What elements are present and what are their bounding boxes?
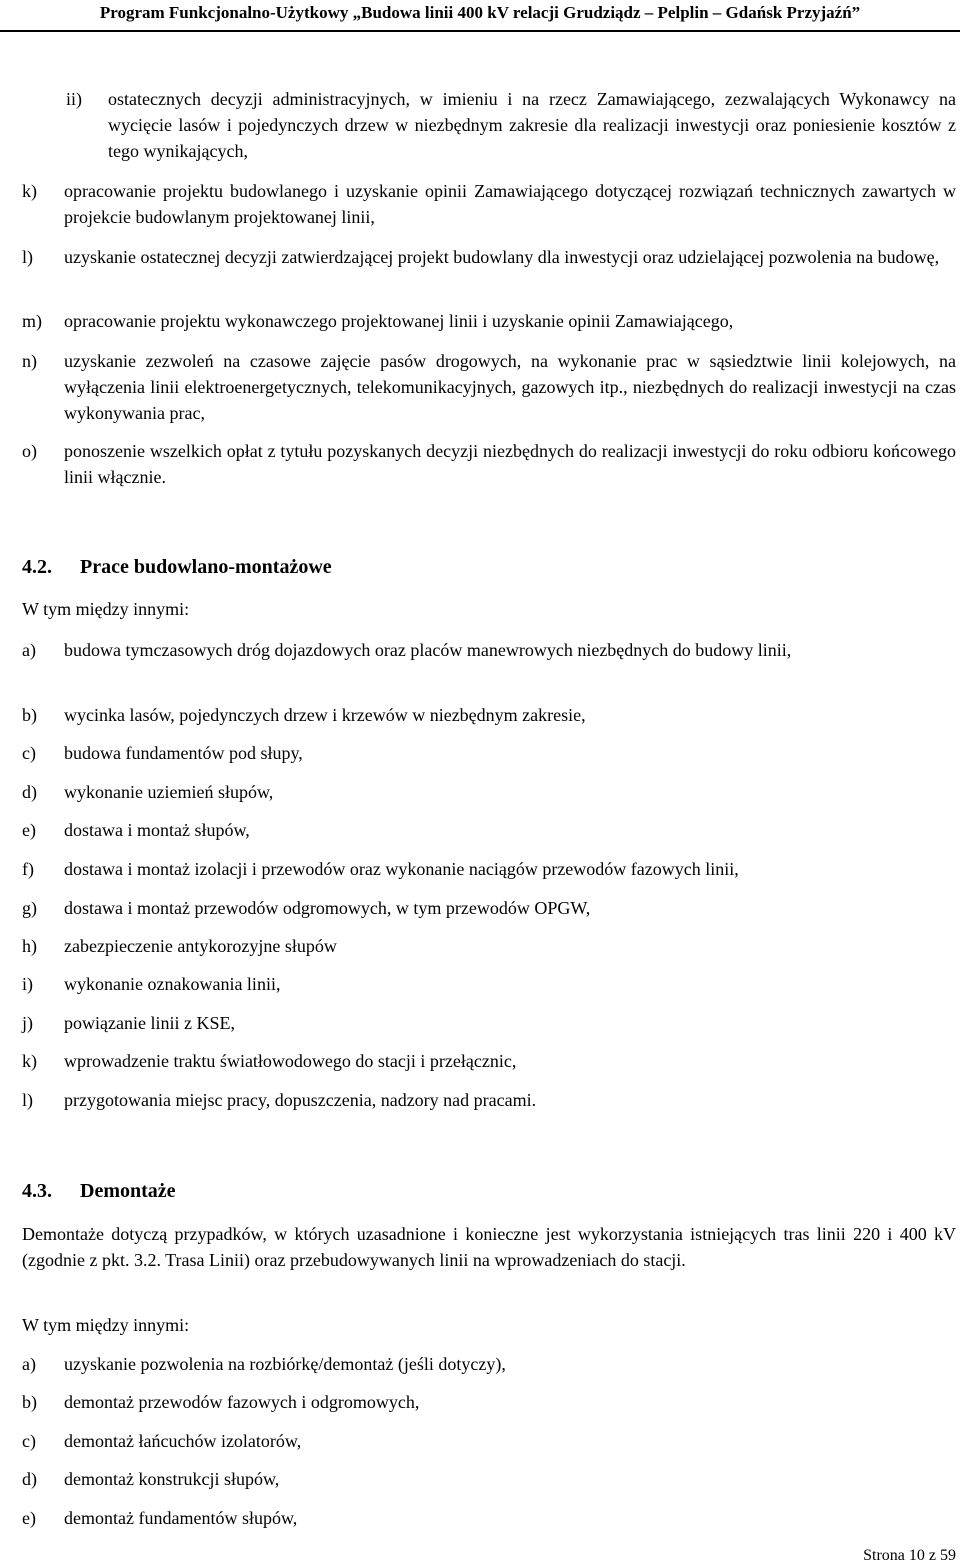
subitem-text: ostatecznych decyzji administracyjnych, w imieniu i na rzecz Zamawiającego, zezwalających Wykonawcy na wycięcie lasów i pojedynczych drzew w niezbędnym zakresie dla realizacji inwestycji oraz poniesienie kosztów z tego wynikających,	[108, 89, 956, 161]
list-item-a	[22, 637, 956, 663]
item-text: dostawa i montaż przewodów odgromowych, w tym przewodów OPGW,	[64, 898, 591, 918]
list-item-l2	[22, 1087, 956, 1113]
item-text: uzyskanie zezwoleń na czasowe zajęcie pasów drogowych, na wykonanie prac w sąsiedztwie linii kolejowych, na wyłączenia linii elektroenergetycznych, telekomunikacyjnych, gazowych itp., niezbędnych do realizacji inwestycji na czas wykonywania prac,	[64, 351, 956, 423]
item-label: d)	[22, 782, 37, 802]
list-item-l	[22, 244, 956, 270]
page-number: Strona 10 z 59	[863, 1547, 956, 1564]
item-label: m)	[22, 311, 42, 331]
list-item-b	[22, 702, 956, 728]
section-title: Demontaże	[80, 1180, 176, 1202]
section-number: 4.2.	[22, 556, 52, 578]
item-label: l)	[22, 1090, 33, 1110]
item-label: a)	[22, 640, 36, 660]
list-item-d	[22, 1466, 956, 1492]
item-label: f)	[22, 859, 34, 879]
item-label: g)	[22, 898, 37, 918]
item-text: demontaż przewodów fazowych i odgromowych,	[64, 1392, 420, 1412]
item-label: b)	[22, 1392, 37, 1412]
subitem-ii	[22, 86, 956, 164]
item-label: c)	[22, 743, 36, 763]
item-label: b)	[22, 705, 37, 725]
list-item-e	[22, 817, 956, 843]
item-label: l)	[22, 247, 33, 267]
item-label: i)	[22, 974, 33, 994]
list-item-b	[22, 1389, 956, 1415]
item-text: opracowanie projektu budowlanego i uzyskanie opinii Zamawiającego dotyczącej rozwiązań technicznych zawartych w projekcie budowlanym projektowanej linii,	[64, 181, 956, 227]
item-text: demontaż łańcuchów izolatorów,	[64, 1431, 302, 1451]
item-text: powiązanie linii z KSE,	[64, 1013, 235, 1033]
section-number: 4.3.	[22, 1180, 52, 1202]
list-item-c	[22, 1428, 956, 1454]
item-text: demontaż fundamentów słupów,	[64, 1508, 298, 1528]
list-item-c	[22, 740, 956, 766]
item-text: uzyskanie pozwolenia na rozbiórkę/demontaż (jeśli dotyczy),	[64, 1354, 506, 1374]
section-paragraph: Demontaże dotyczą przypadków, w których uzasadnione i konieczne jest wykorzystania istniejących tras linii 220 i 400 kV (zgodnie z pkt. 3.2. Trasa Linii) oraz przebudowywanych linii na wprowadzeniach do stacji.	[22, 1224, 956, 1270]
page-header: Program Funkcjonalno-Użytkowy „Budowa linii 400 kV relacji Grudziądz – Pelplin – Gdańsk Przyjaźń”	[0, 0, 960, 32]
list-item-a	[22, 1351, 956, 1377]
item-text: budowa fundamentów pod słupy,	[64, 743, 303, 763]
item-text: dostawa i montaż słupów,	[64, 820, 250, 840]
list-item-o	[22, 438, 956, 490]
item-text: ponoszenie wszelkich opłat z tytułu pozyskanych decyzji niezbędnych do realizacji inwestycji do roku odbioru końcowego linii włącznie.	[64, 441, 956, 487]
list-item-f	[22, 856, 956, 882]
item-text: demontaż konstrukcji słupów,	[64, 1469, 280, 1489]
list-item-m	[22, 308, 956, 334]
section-heading-4-2	[22, 554, 956, 580]
item-label: k)	[22, 181, 37, 201]
item-label: j)	[22, 1013, 33, 1033]
item-label: h)	[22, 936, 37, 956]
item-text: wprowadzenie traktu światłowodowego do stacji i przełącznic,	[64, 1051, 517, 1071]
item-text: opracowanie projektu wykonawczego projektowanej linii i uzyskanie opinii Zamawiającego,	[64, 311, 734, 331]
list-item-j	[22, 1010, 956, 1036]
item-text: wykonanie oznakowania linii,	[64, 974, 281, 994]
list-item-d	[22, 779, 956, 805]
section-intro: W tym między innymi:	[22, 1315, 190, 1335]
item-text: wycinka lasów, pojedynczych drzew i krzewów w niezbędnym zakresie,	[64, 705, 586, 725]
section-title: Prace budowlano-montażowe	[80, 556, 332, 578]
item-label: o)	[22, 441, 37, 461]
list-item-h	[22, 933, 956, 959]
list-item-g	[22, 895, 956, 921]
item-label: n)	[22, 351, 37, 371]
list-item-i	[22, 971, 956, 997]
list-item-e	[22, 1505, 956, 1531]
section-intro: W tym między innymi:	[22, 599, 190, 619]
item-label: d)	[22, 1469, 37, 1489]
item-text: dostawa i montaż izolacji i przewodów oraz wykonanie naciągów przewodów fazowych linii,	[64, 859, 739, 879]
section-heading-4-3	[22, 1178, 956, 1204]
item-label: k)	[22, 1051, 37, 1071]
item-text: przygotowania miejsc pracy, dopuszczenia, nadzory nad pracami.	[64, 1090, 537, 1110]
item-label: e)	[22, 820, 36, 840]
item-label: a)	[22, 1354, 36, 1374]
item-text: uzyskanie ostatecznej decyzji zatwierdzającej projekt budowlany dla inwestycji oraz udzielającej pozwolenia na budowę,	[64, 247, 940, 267]
list-item-k2	[22, 1048, 956, 1074]
item-text: budowa tymczasowych dróg dojazdowych oraz placów manewrowych niezbędnych do budowy linii,	[64, 640, 792, 660]
item-label: e)	[22, 1508, 36, 1528]
item-text: wykonanie uziemień słupów,	[64, 782, 274, 802]
subitem-label: ii)	[66, 89, 82, 109]
list-item-n	[22, 348, 956, 426]
item-label: c)	[22, 1431, 36, 1451]
item-text: zabezpieczenie antykorozyjne słupów	[64, 936, 337, 956]
list-item-k	[22, 178, 956, 230]
